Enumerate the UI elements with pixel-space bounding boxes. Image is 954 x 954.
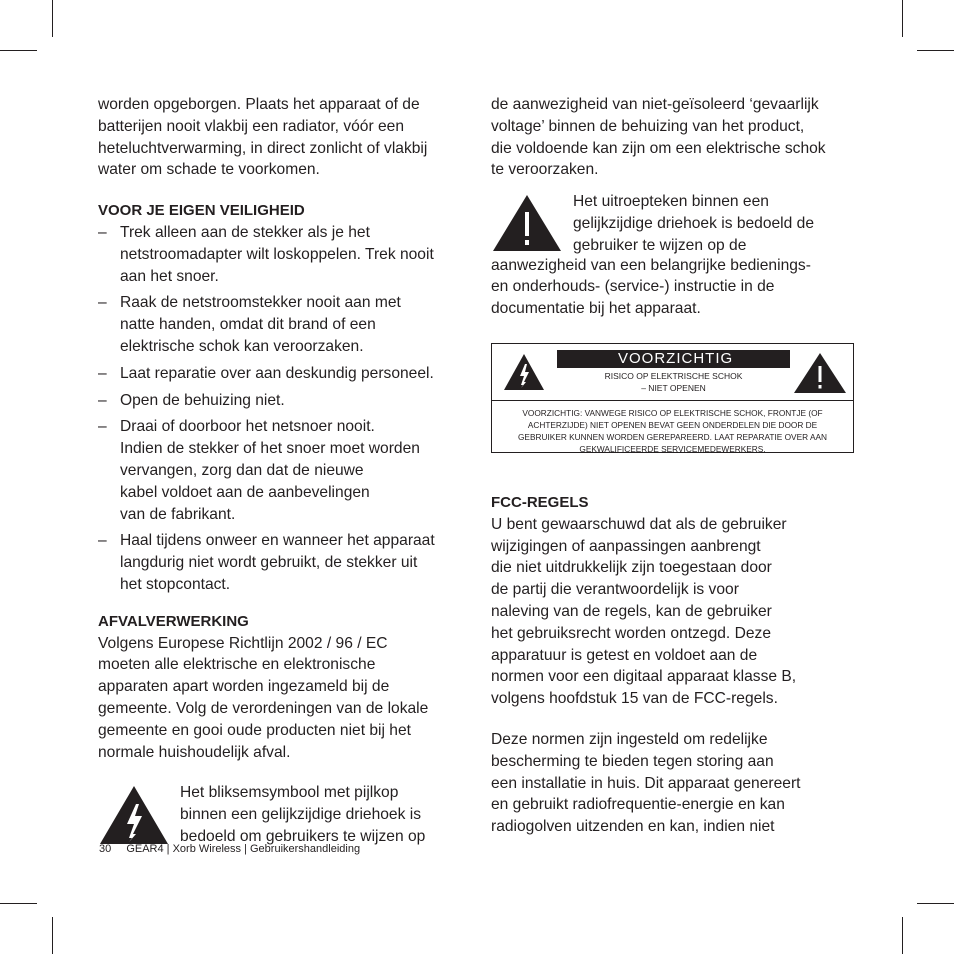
exclamation-notice <box>491 191 863 256</box>
right-column <box>491 94 863 838</box>
norms-paragraph: Deze normen zijn ingesteld om redelijke bescherming te bieden tegen storing aan een installatie in huis. Dit apparaat genereert en gebruikt radiofrequentie-energie en kan radiogolven uitzenden en kan, indien niet <box>491 730 801 836</box>
fcc-paragraph: U bent gewaarschuwd dat als de gebruiker wijzigingen of aanpassingen aanbrengt die niet uitdrukkelijk zijn toegestaan door de partij die verantwoordelijk is voor naleving van de regels, kan de gebruiker het gebruiksrecht worden ontzegd. Deze apparatuur is getest en voldoet aan de normen voor een digitaal apparaat klasse B, volgens hoofdstuk 15 van de FCC-regels. <box>491 515 797 708</box>
crop-mark <box>902 917 903 954</box>
page-footer <box>99 843 360 855</box>
waste-heading: AFVALVERWERKING <box>98 612 249 630</box>
safety-item: – Draai of doorboor het netsnoer nooit. Indien de stekker of het snoer moet worden vervangen, zorg dan dat de nieuwe kabel voldoet aan de aanbevelingen van de fabrikant. <box>98 416 468 525</box>
caution-warning-text: VOORZICHTIG: VANWEGE RISICO OP ELEKTRISCHE SCHOK, FRONTJE (OF ACHTERZIJDE) NIET OPENEN BEVAT GEEN ONDERDELEN DIE DOOR DE GEBRUIKER KUNNEN WORDEN GEREPAREERD. LAAT REPARATIE OVER AAN GEKWALIFICEERDE SERVICEMEDEWERKERS. <box>517 408 828 454</box>
crop-mark <box>0 903 37 904</box>
exclamation-text-full: aanwezigheid van een belangrijke bedienings- en onderhouds- (service-) instructie in de documentatie bij het apparaat. <box>491 256 811 318</box>
caution-title: VOORZICHTIG <box>557 350 790 368</box>
safety-heading: VOOR JE EIGEN VEILIGHEID <box>98 202 305 220</box>
exclamation-warning-icon <box>491 193 563 253</box>
lightning-text: Het bliksemsymbool met pijlkop binnen een gelijkzijdige driehoek is bedoeld om gebruikers te wijzen op <box>180 784 426 845</box>
intro-paragraph: worden opgeborgen. Plaats het apparaat of de batterijen nooit vlakbij een radiator, vóór een heteluchtverwarming, in direct zonlicht of vlakbij water om schade te voorkomen. <box>98 96 428 179</box>
page-number: 30 <box>99 843 112 855</box>
crop-mark <box>52 0 53 37</box>
crop-mark <box>0 50 37 51</box>
lightning-notice <box>98 782 468 847</box>
crop-mark <box>52 917 53 954</box>
voltage-paragraph: de aanwezigheid van niet-geïsoleerd ‘gevaarlijk voltage’ binnen de behuizing van het product, die voldoende kan zijn om een elektrische schok te veroorzaken. <box>491 96 826 179</box>
safety-item: – Laat reparatie over aan deskundig personeel. <box>98 363 468 385</box>
crop-mark <box>902 0 903 37</box>
crop-mark <box>917 50 954 51</box>
caution-label-header <box>492 344 853 401</box>
safety-item: – Raak de netstroomstekker nooit aan met natte handen, omdat dit brand of een elektrische schok kan veroorzaken. <box>98 292 468 357</box>
exclamation-warning-icon <box>793 352 847 394</box>
safety-item: – Trek alleen aan de stekker als je het netstroomadapter wilt loskoppelen. Trek nooit aan het snoer. <box>98 222 468 287</box>
safety-item: – Open de behuizing niet. <box>98 390 468 412</box>
lightning-warning-icon <box>98 784 170 846</box>
left-column <box>98 94 468 848</box>
caution-label <box>491 343 854 453</box>
exclamation-text-side: Het uitroepteken binnen een gelijkzijdige driehoek is bedoeld de gebruiker te wijzen op de <box>573 193 814 254</box>
safety-list <box>98 222 468 596</box>
caution-subtitle: RISICO OP ELEKTRISCHE SCHOK – NIET OPENEN <box>604 371 743 393</box>
fcc-heading: FCC-REGELS <box>491 493 589 511</box>
lightning-warning-icon <box>503 353 545 391</box>
footer-text: GEAR4 | Xorb Wireless | Gebruikershandleiding <box>126 843 361 855</box>
crop-mark <box>917 903 954 904</box>
safety-item: – Haal tijdens onweer en wanneer het apparaat langdurig niet wordt gebruikt, de stekker uit het stopcontact. <box>98 530 468 595</box>
waste-paragraph: Volgens Europese Richtlijn 2002 / 96 / EC moeten alle elektrische en elektronische apparaten apart worden ingezameld bij de gemeente. Volg de verordeningen van de lokale gemeente en gooi oude producten niet bij het normale huishoudelijk afval. <box>98 634 429 761</box>
